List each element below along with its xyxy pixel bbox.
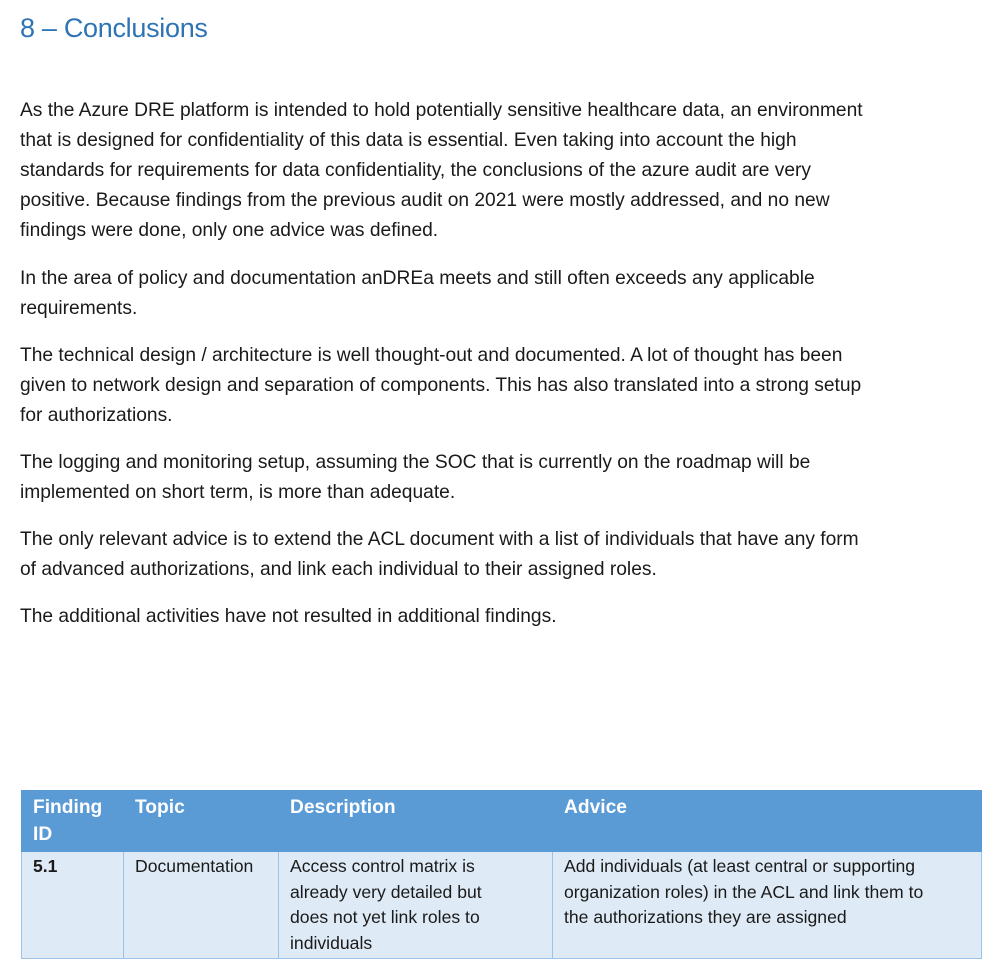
text-line: implemented on short term, is more than adequate.	[20, 482, 456, 503]
cell-topic: Documentation	[124, 852, 279, 959]
header-advice: Advice	[553, 790, 982, 852]
cell-text-line: already very detailed but	[290, 881, 482, 902]
text-line: The technical design / architecture is well thought-out and documented. A lot of thought has been	[20, 345, 843, 366]
text-line: standards for requirements for data confidentiality, the conclusions of the azure audit are very	[20, 160, 812, 181]
cell-description	[279, 852, 553, 959]
text-line: In the area of policy and documentation anDREa meets and still often exceeds any applicable	[20, 268, 815, 289]
paragraph-technical-design	[20, 341, 965, 431]
cell-text-line: the authorizations they are assigned	[564, 907, 847, 927]
text-line: The logging and monitoring setup, assuming the SOC that is currently on the roadmap will be	[20, 452, 811, 473]
cell-advice	[553, 852, 982, 959]
paragraph-policy	[20, 264, 965, 324]
header-description: Description	[279, 790, 553, 852]
paragraph-intro	[20, 96, 965, 246]
header-label: ID	[33, 824, 53, 845]
text-line: of advanced authorizations, and link each individual to their assigned roles.	[20, 559, 657, 580]
cell-finding-id: 5.1	[22, 852, 124, 959]
text-line: that is designed for confidentiality of this data is essential. Even taking into account the high	[20, 130, 797, 151]
text-line: positive. Because findings from the previous audit on 2021 were mostly addressed, and no new	[20, 190, 830, 211]
header-label: Finding	[33, 797, 103, 818]
cell-text-line: organization roles) in the ACL and link them to	[564, 881, 924, 902]
paragraph-additional	[20, 602, 965, 632]
text-line: The only relevant advice is to extend the ACL document with a list of individuals that have any form	[20, 529, 859, 550]
cell-text-line: individuals	[290, 932, 373, 953]
cell-text-line: Access control matrix is	[290, 856, 475, 876]
text-line: As the Azure DRE platform is intended to hold potentially sensitive healthcare data, an environment	[20, 100, 863, 121]
text-line: findings were done, only one advice was defined.	[20, 220, 439, 241]
paragraph-advice	[20, 525, 965, 585]
findings-table	[21, 790, 982, 959]
table-header-row	[22, 790, 982, 852]
paragraph-logging	[20, 448, 965, 508]
header-finding-id	[22, 790, 124, 852]
section-title: 8 – Conclusions	[20, 13, 208, 43]
cell-text-line: Add individuals (at least central or supporting	[564, 856, 916, 876]
text-line: for authorizations.	[20, 405, 173, 426]
header-topic: Topic	[124, 790, 279, 852]
cell-text-line: does not yet link roles to	[290, 907, 480, 927]
text-line: The additional activities have not resulted in additional findings.	[20, 606, 557, 627]
table-row	[22, 852, 982, 959]
text-line: requirements.	[20, 298, 138, 319]
text-line: given to network design and separation of components. This has also translated into a strong setup	[20, 375, 862, 396]
